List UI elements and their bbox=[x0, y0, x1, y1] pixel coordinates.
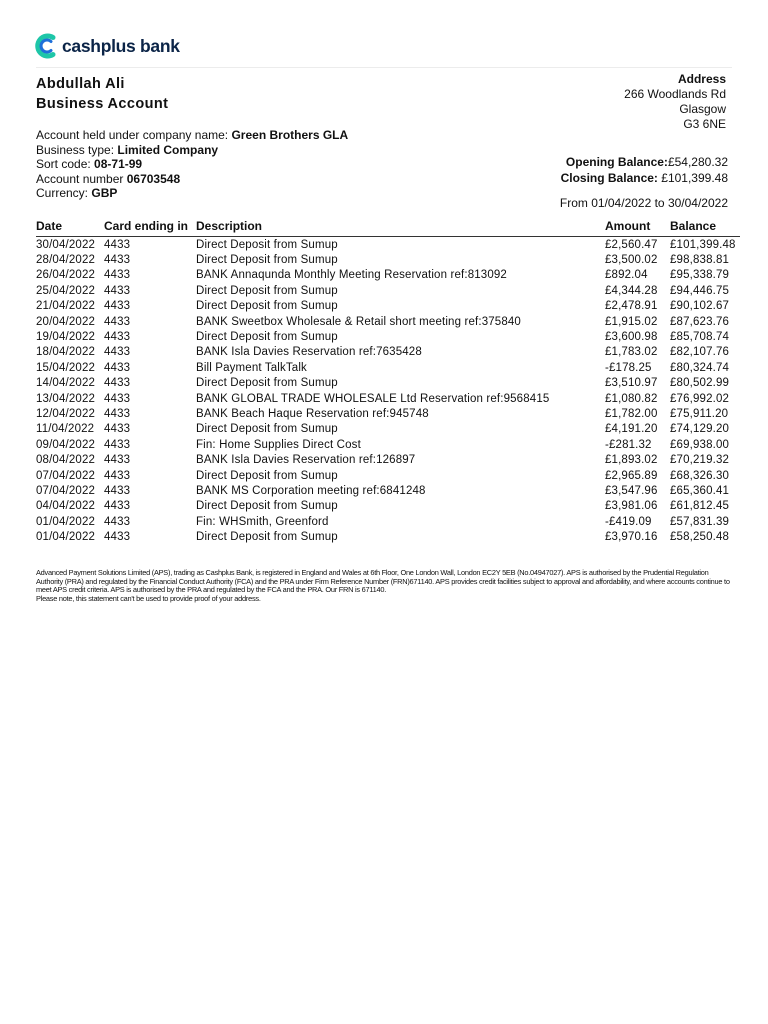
cell-date: 01/04/2022 bbox=[36, 531, 96, 544]
cashplus-logo-icon bbox=[34, 32, 58, 60]
cell-description: Direct Deposit from Sumup bbox=[196, 377, 338, 390]
cell-card: 4433 bbox=[104, 423, 131, 436]
table-row bbox=[36, 299, 740, 314]
cell-description: Direct Deposit from Sumup bbox=[196, 423, 338, 436]
cell-balance: £69,938.00 bbox=[670, 438, 730, 451]
cell-balance: £65,360.41 bbox=[670, 484, 730, 497]
cell-amount: £2,560.47 bbox=[605, 238, 658, 251]
account-holder-name: Abdullah Ali bbox=[36, 76, 125, 92]
cell-amount: -£419.09 bbox=[605, 515, 652, 528]
cell-date: 11/04/2022 bbox=[36, 423, 95, 436]
legal-footer bbox=[36, 569, 736, 604]
cell-card: 4433 bbox=[104, 500, 131, 513]
cell-date: 01/04/2022 bbox=[36, 515, 96, 528]
account-number: 06703548 bbox=[126, 171, 181, 186]
table-row bbox=[36, 376, 740, 391]
table-row bbox=[36, 406, 740, 421]
statement-period: From 01/04/2022 to 30/04/2022 bbox=[559, 196, 728, 210]
closing-balance: Closing Balance: £101,399.48 bbox=[560, 171, 728, 185]
cell-amount: £1,783.02 bbox=[605, 346, 658, 359]
table-row bbox=[36, 237, 740, 253]
cell-balance: £58,250.48 bbox=[670, 531, 730, 544]
cell-balance: £98,838.81 bbox=[670, 254, 730, 267]
cell-description: Direct Deposit from Sumup bbox=[196, 254, 338, 267]
currency-line: Currency: GBP bbox=[36, 186, 118, 201]
cell-date: 04/04/2022 bbox=[36, 500, 96, 513]
header-card: Card ending in bbox=[104, 218, 196, 237]
cell-date: 21/04/2022 bbox=[36, 300, 96, 313]
cell-description: Direct Deposit from Sumup bbox=[196, 531, 338, 544]
cell-card: 4433 bbox=[104, 469, 131, 482]
account-number-line: Account number 06703548 bbox=[36, 171, 181, 186]
table-row bbox=[36, 437, 740, 452]
table-row bbox=[36, 391, 740, 406]
cell-amount: £4,344.28 bbox=[605, 284, 658, 297]
cell-balance: £94,446.75 bbox=[670, 284, 730, 297]
cell-card: 4433 bbox=[104, 315, 131, 328]
cell-description: Bill Payment TalkTalk bbox=[196, 361, 307, 374]
account-details bbox=[36, 128, 348, 201]
cell-balance: £80,502.99 bbox=[670, 377, 730, 390]
cell-card: 4433 bbox=[104, 392, 131, 405]
cell-date: 26/04/2022 bbox=[36, 269, 96, 282]
cell-description: Fin: Home Supplies Direct Cost bbox=[196, 438, 361, 451]
cell-date: 08/04/2022 bbox=[36, 454, 96, 467]
cell-description: Fin: WHSmith, Greenford bbox=[196, 515, 329, 528]
cell-date: 07/04/2022 bbox=[36, 469, 96, 482]
table-row bbox=[36, 514, 740, 529]
cell-card: 4433 bbox=[104, 361, 131, 374]
cell-date: 14/04/2022 bbox=[36, 377, 96, 390]
cell-description: Direct Deposit from Sumup bbox=[196, 331, 338, 344]
table-row bbox=[36, 529, 740, 544]
cell-balance: £87,623.76 bbox=[670, 315, 730, 328]
cell-description: Direct Deposit from Sumup bbox=[196, 469, 338, 482]
cell-amount: £1,893.02 bbox=[605, 454, 658, 467]
cell-description: BANK Beach Haque Reservation ref:945748 bbox=[196, 407, 429, 420]
cell-description: BANK Isla Davies Reservation ref:126897 bbox=[196, 454, 416, 467]
cell-description: BANK Sweetbox Wholesale & Retail short meeting ref:375840 bbox=[196, 315, 521, 328]
table-row bbox=[36, 360, 740, 375]
cell-description: BANK Annaqunda Monthly Meeting Reservation ref:813092 bbox=[196, 269, 507, 282]
address-line3: G3 6NE bbox=[683, 117, 726, 131]
legal-note: Please note, this statement can't be used to provide proof of your address. bbox=[36, 594, 261, 604]
address-heading: Address bbox=[677, 72, 726, 86]
cell-amount: £2,478.91 bbox=[605, 300, 658, 313]
brand-logo bbox=[34, 31, 180, 61]
cell-amount: £1,915.02 bbox=[605, 315, 658, 328]
cell-amount: £1,782.00 bbox=[605, 407, 658, 420]
table-row bbox=[36, 452, 740, 467]
table-row bbox=[36, 314, 740, 329]
cell-date: 30/04/2022 bbox=[36, 238, 96, 251]
cell-date: 18/04/2022 bbox=[36, 346, 96, 359]
cell-date: 20/04/2022 bbox=[36, 315, 96, 328]
cell-balance: £85,708.74 bbox=[670, 331, 730, 344]
table-row bbox=[36, 329, 740, 344]
cell-card: 4433 bbox=[104, 454, 131, 467]
cell-card: 4433 bbox=[104, 407, 131, 420]
cell-card: 4433 bbox=[104, 254, 131, 267]
currency: GBP bbox=[91, 186, 118, 201]
table-row bbox=[36, 252, 740, 267]
cell-balance: £75,911.20 bbox=[670, 407, 729, 420]
cell-date: 28/04/2022 bbox=[36, 254, 96, 267]
cell-amount: £3,600.98 bbox=[605, 331, 658, 344]
cell-card: 4433 bbox=[104, 300, 131, 313]
transactions-body bbox=[36, 237, 740, 545]
table-row bbox=[36, 483, 740, 498]
table-row bbox=[36, 499, 740, 514]
table-row bbox=[36, 283, 740, 298]
cell-description: BANK Isla Davies Reservation ref:7635428 bbox=[196, 346, 422, 359]
cell-amount: -£178.25 bbox=[605, 361, 652, 374]
header-balance: Balance bbox=[670, 218, 740, 237]
table-row bbox=[36, 422, 740, 437]
cell-date: 25/04/2022 bbox=[36, 284, 96, 297]
address-line2: Glasgow bbox=[679, 102, 726, 116]
cell-amount: £892.04 bbox=[605, 269, 648, 282]
cell-date: 15/04/2022 bbox=[36, 361, 96, 374]
cell-balance: £90,102.67 bbox=[670, 300, 730, 313]
table-row bbox=[36, 345, 740, 360]
cell-card: 4433 bbox=[104, 269, 131, 282]
cell-balance: £95,338.79 bbox=[670, 269, 730, 282]
header-description: Description bbox=[196, 218, 605, 237]
sort-code-line: Sort code: 08-71-99 bbox=[36, 157, 143, 172]
company-line: Account held under company name: Green Brothers GLA bbox=[36, 128, 349, 142]
account-type: Business Account bbox=[36, 96, 169, 112]
cell-balance: £57,831.39 bbox=[670, 515, 730, 528]
cell-date: 19/04/2022 bbox=[36, 331, 96, 344]
business-type: Limited Company bbox=[117, 142, 219, 157]
cell-card: 4433 bbox=[104, 531, 131, 544]
table-header-row bbox=[36, 218, 740, 237]
cell-amount: £3,547.96 bbox=[605, 484, 658, 497]
cell-description: Direct Deposit from Sumup bbox=[196, 238, 338, 251]
cell-balance: £101,399.48 bbox=[670, 238, 736, 251]
transactions-table bbox=[36, 218, 740, 545]
address-block bbox=[624, 72, 726, 132]
cell-description: Direct Deposit from Sumup bbox=[196, 500, 338, 513]
cell-card: 4433 bbox=[104, 331, 131, 344]
legal-text: Advanced Payment Solutions Limited (APS), trading as Cashplus Bank, is registered in England and Wales at 6th Floor, One London Wall, London EC2Y 5EB (No.04947027). APS is authorised by the Prudential Regulation Authority (PRA) and regulated by the Financial Conduct Authority (FCA) and the PRA under Firm Reference Number (FRN)671140. APS provides credit facilities subject to approval and affordability, and where accounts continue to meet APS credit criteria. APS is authorised by the PRA and regulated by the FCA and the PRA. Our FRN is 671140. bbox=[36, 568, 730, 595]
cell-amount: £4,191.20 bbox=[605, 423, 658, 436]
cell-card: 4433 bbox=[104, 377, 131, 390]
cell-amount: £3,500.02 bbox=[605, 254, 658, 267]
cell-amount: -£281.32 bbox=[605, 438, 652, 451]
cell-amount: £2,965.89 bbox=[605, 469, 658, 482]
sort-code: 08-71-99 bbox=[94, 157, 143, 172]
cell-amount: £3,510.97 bbox=[605, 377, 658, 390]
cell-card: 4433 bbox=[104, 484, 131, 497]
business-type-line: Business type: Limited Company bbox=[36, 142, 219, 157]
cell-amount: £3,970.16 bbox=[605, 531, 658, 544]
cell-card: 4433 bbox=[104, 284, 131, 297]
table-row bbox=[36, 468, 740, 483]
brand-name: cashplus bank bbox=[62, 35, 180, 56]
cell-description: BANK MS Corporation meeting ref:6841248 bbox=[196, 484, 426, 497]
cell-card: 4433 bbox=[104, 238, 131, 251]
cell-card: 4433 bbox=[104, 438, 131, 451]
cell-balance: £82,107.76 bbox=[670, 346, 730, 359]
cell-balance: £80,324.74 bbox=[670, 361, 730, 374]
header-date: Date bbox=[36, 218, 104, 237]
cell-card: 4433 bbox=[104, 346, 131, 359]
cell-balance: £68,326.30 bbox=[670, 469, 730, 482]
opening-balance: Opening Balance:£54,280.32 bbox=[565, 155, 728, 169]
company-name: Green Brothers GLA bbox=[231, 128, 349, 142]
cell-date: 09/04/2022 bbox=[36, 438, 96, 451]
cell-date: 12/04/2022 bbox=[36, 407, 96, 420]
header-divider bbox=[36, 67, 732, 68]
address-line1: 266 Woodlands Rd bbox=[624, 87, 726, 101]
table-row bbox=[36, 268, 740, 283]
cell-balance: £61,812.45 bbox=[670, 500, 730, 513]
cell-amount: £3,981.06 bbox=[605, 500, 658, 513]
cell-description: Direct Deposit from Sumup bbox=[196, 284, 338, 297]
balances-block bbox=[561, 154, 728, 186]
cell-date: 07/04/2022 bbox=[36, 484, 96, 497]
cell-date: 13/04/2022 bbox=[36, 392, 96, 405]
header-amount: Amount bbox=[605, 218, 670, 237]
cell-description: Direct Deposit from Sumup bbox=[196, 300, 338, 313]
cell-balance: £70,219.32 bbox=[670, 454, 730, 467]
cell-balance: £76,992.02 bbox=[670, 392, 730, 405]
cell-balance: £74,129.20 bbox=[670, 423, 730, 436]
cell-amount: £1,080.82 bbox=[605, 392, 658, 405]
cell-card: 4433 bbox=[104, 515, 131, 528]
cell-description: BANK GLOBAL TRADE WHOLESALE Ltd Reservation ref:9568415 bbox=[196, 392, 550, 405]
